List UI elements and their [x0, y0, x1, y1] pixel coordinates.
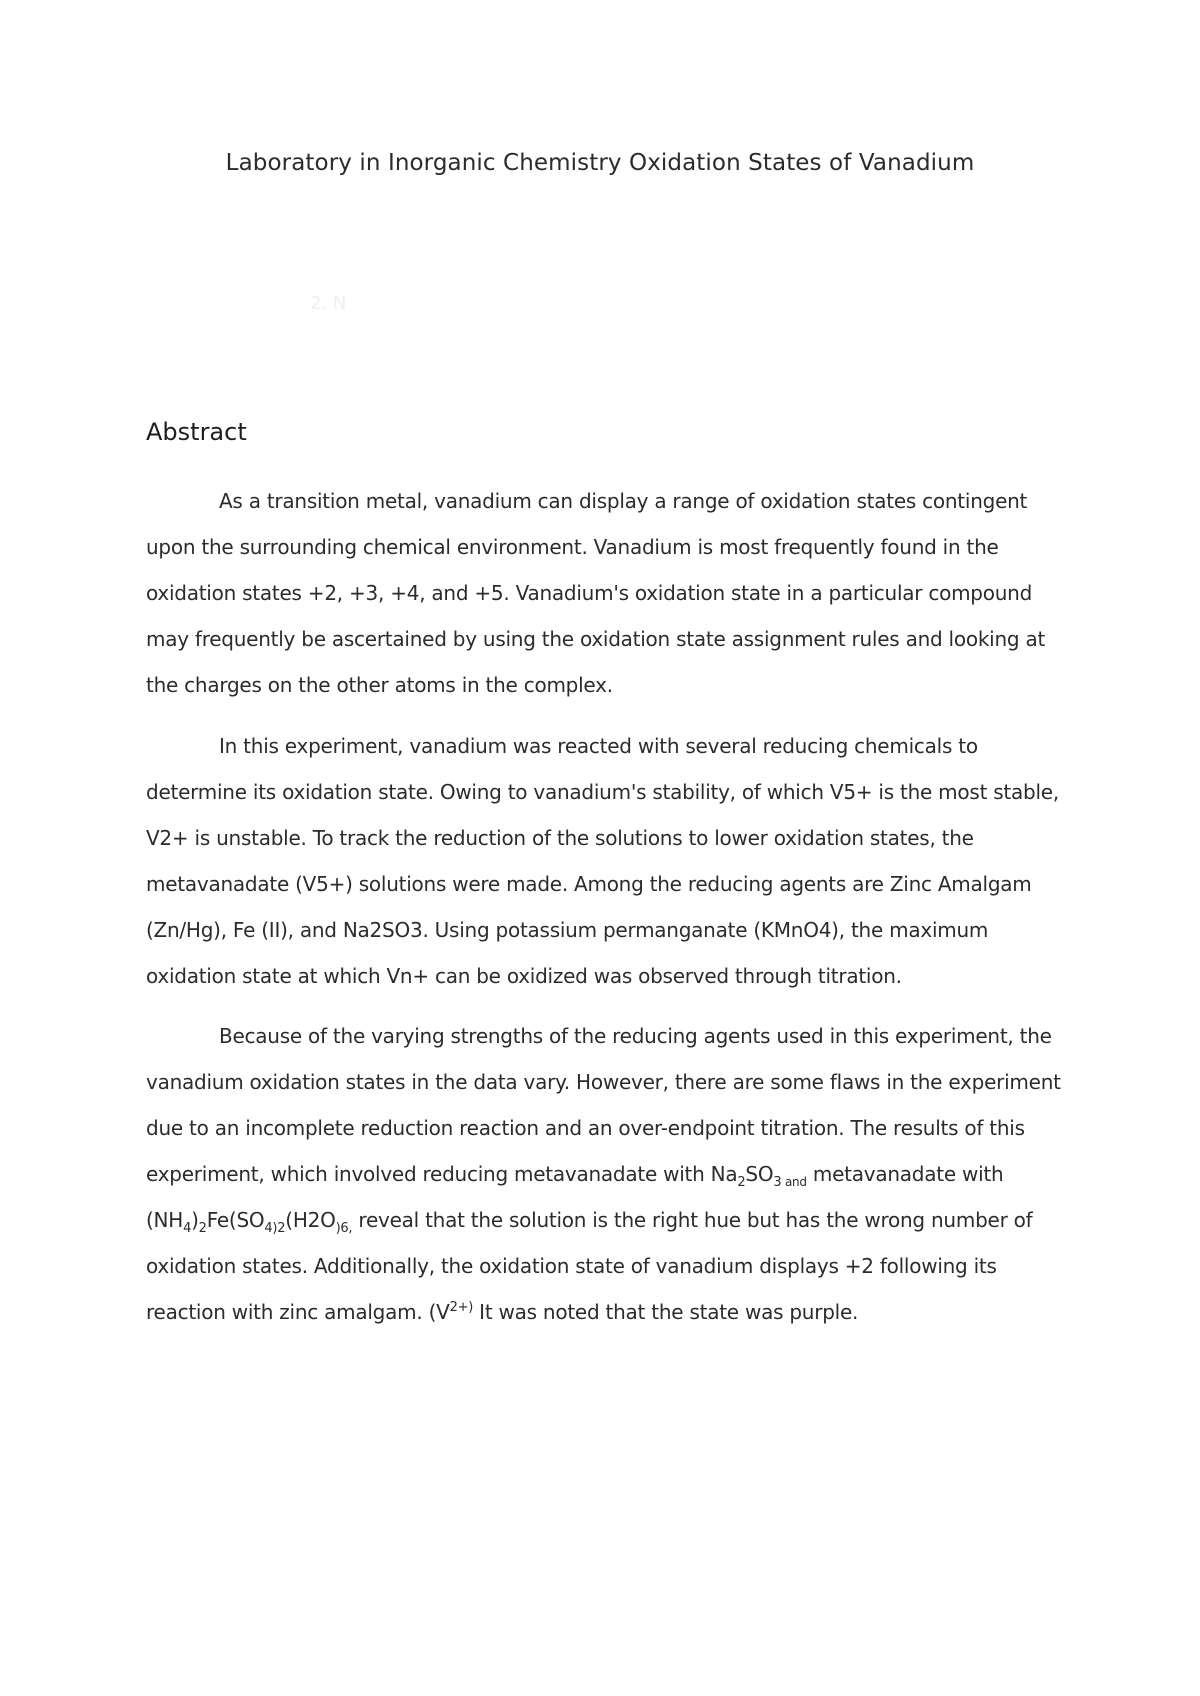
- abstract-paragraph-1: [146, 478, 1066, 708]
- subscript: 4)2: [264, 1221, 286, 1236]
- paragraph-2-text: In this experiment, vanadium was reacted with several reducing chemicals to determine its oxidation state. Owing to vanadium's stability, of which V5+ is the most stable, V2+ is unstable. To track the reduction of the solutions to lower oxidation states, the metavanadate (V5+) solutions were made. Among the reducing agents are Zinc Amalgam (Zn/Hg), Fe (II), and Na2SO3. Using potassium permanganate (KMnO4), the maximum oxidation state at which Vn+ can be oxidized was observed through titration.: [146, 734, 1059, 988]
- subscript: )6,: [335, 1221, 353, 1236]
- subscript: 2: [737, 1175, 746, 1190]
- subscript: 2: [198, 1221, 207, 1236]
- faint-text-mark: 2. N: [310, 293, 347, 314]
- paragraph-3-text-d: ): [191, 1208, 199, 1232]
- paragraph-1-text: As a transition metal, vanadium can display a range of oxidation states contingent upon the surrounding chemical environment. Vanadium is most frequently found in the oxidation states +2, +3, +4, and +5. Vanadium's oxidation state in a particular compound may frequently be ascertained by using the oxidation state assignment rules and looking at the charges on the other atoms in the complex.: [146, 489, 1046, 697]
- paragraph-3-text-e: Fe(SO: [206, 1208, 265, 1232]
- superscript: 2+): [449, 1300, 474, 1315]
- subscript: 3: [773, 1175, 782, 1190]
- subscript: 4: [183, 1221, 192, 1236]
- paragraph-3-text-f: (H2O: [285, 1208, 336, 1232]
- abstract-paragraph-2: [146, 723, 1066, 999]
- abstract-paragraph-3: [146, 1013, 1066, 1335]
- document-title: Laboratory in Inorganic Chemistry Oxidation States of Vanadium: [225, 150, 975, 176]
- paragraph-3-text-g: reveal that the solution is the right hue but has the wrong number of oxidation states. Additionally, the oxidation state of vanadium displays +2 following its reaction with zinc amalgam. (V: [146, 1208, 1033, 1324]
- paragraph-3-text-b: SO: [745, 1162, 774, 1186]
- paragraph-3-text-a: Because of the varying strengths of the reducing agents used in this experiment, the vanadium oxidation states in the data vary. However, there are some flaws in the experiment due to an incomplete reduction reaction and an over-endpoint titration. The results of this experiment, which involved reducing metavanadate with Na: [146, 1024, 1061, 1186]
- abstract-heading: Abstract: [146, 418, 247, 446]
- small-and-text: and: [781, 1175, 807, 1189]
- paragraph-3-text-h: It was noted that the state was purple.: [473, 1300, 859, 1324]
- paragraph-3-text-c: metavanadate with (NH: [146, 1162, 1004, 1232]
